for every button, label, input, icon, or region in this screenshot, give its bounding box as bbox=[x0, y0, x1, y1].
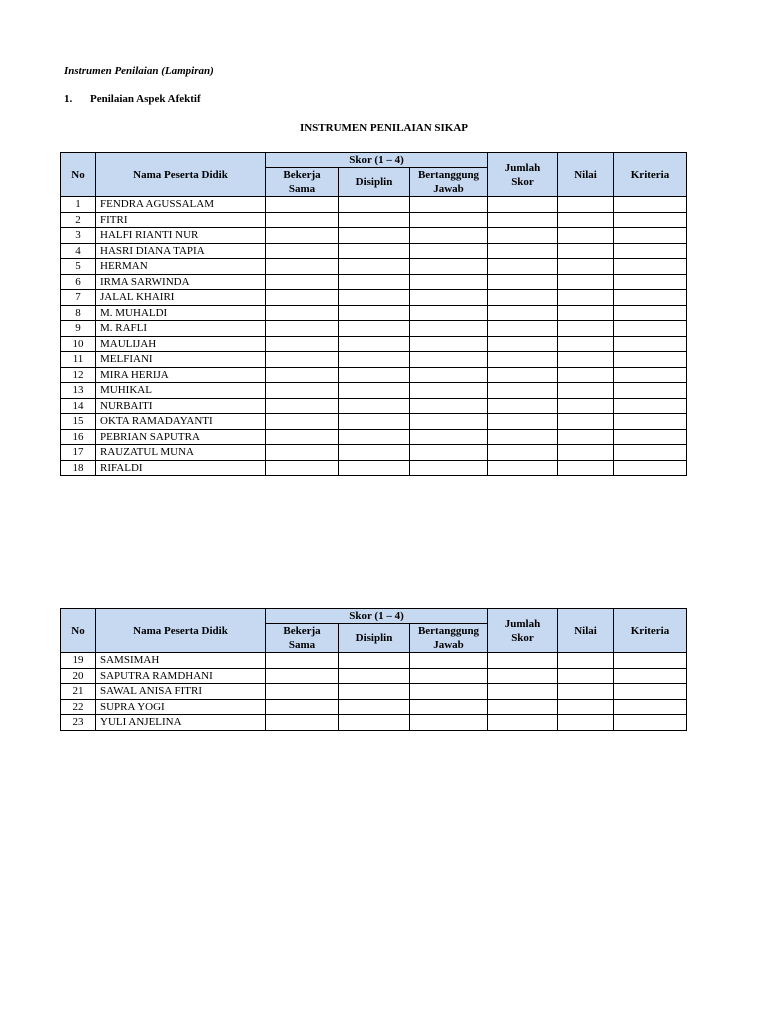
student-name: IRMA SARWINDA bbox=[96, 274, 266, 290]
table-row bbox=[61, 429, 687, 445]
student-name: SAPUTRA RAMDHANI bbox=[96, 668, 266, 684]
table-row bbox=[61, 228, 687, 244]
header-kriteria: Kriteria bbox=[614, 153, 687, 197]
table-row bbox=[61, 259, 687, 275]
score-bekerja-sama-cell bbox=[266, 684, 339, 700]
score-bekerja-sama-cell bbox=[266, 228, 339, 244]
student-name: HERMAN bbox=[96, 259, 266, 275]
jumlah-skor-cell bbox=[488, 367, 558, 383]
table-body bbox=[61, 653, 687, 731]
student-name: SAWAL ANISA FITRI bbox=[96, 684, 266, 700]
student-name: FITRI bbox=[96, 212, 266, 228]
kriteria-cell bbox=[614, 668, 687, 684]
score-bekerja-sama-cell bbox=[266, 274, 339, 290]
header-score-group: Skor (1 – 4) bbox=[266, 609, 488, 624]
score-bekerja-sama-cell bbox=[266, 367, 339, 383]
score-disiplin-cell bbox=[339, 197, 410, 213]
header-disiplin: Disiplin bbox=[339, 168, 410, 197]
table-row bbox=[61, 243, 687, 259]
document-title: INSTRUMEN PENILAIAN SIKAP bbox=[299, 122, 469, 134]
nilai-cell bbox=[558, 684, 614, 700]
kriteria-cell bbox=[614, 383, 687, 399]
score-bekerja-sama-cell bbox=[266, 699, 339, 715]
jumlah-skor-cell bbox=[488, 305, 558, 321]
score-disiplin-cell bbox=[339, 414, 410, 430]
kriteria-cell bbox=[614, 259, 687, 275]
student-name: RAUZATUL MUNA bbox=[96, 445, 266, 461]
kriteria-cell bbox=[614, 684, 687, 700]
score-bekerja-sama-cell bbox=[266, 212, 339, 228]
score-bertanggung-jawab-cell bbox=[410, 445, 488, 461]
section-heading bbox=[64, 93, 201, 105]
score-disiplin-cell bbox=[339, 445, 410, 461]
kriteria-cell bbox=[614, 321, 687, 337]
score-bekerja-sama-cell bbox=[266, 668, 339, 684]
student-name: SAMSIMAH bbox=[96, 653, 266, 669]
row-number: 22 bbox=[61, 699, 96, 715]
row-number: 12 bbox=[61, 367, 96, 383]
student-name: M. RAFLI bbox=[96, 321, 266, 337]
score-bertanggung-jawab-cell bbox=[410, 274, 488, 290]
table-body bbox=[61, 197, 687, 476]
header-bekerja-line1: Bekerja bbox=[283, 169, 321, 181]
row-number: 17 bbox=[61, 445, 96, 461]
header-bekerja-sama bbox=[266, 168, 339, 197]
jumlah-skor-cell bbox=[488, 274, 558, 290]
score-bertanggung-jawab-cell bbox=[410, 398, 488, 414]
nilai-cell bbox=[558, 668, 614, 684]
header-bertanggung-line1: Bertanggung bbox=[417, 169, 480, 181]
row-number: 1 bbox=[61, 197, 96, 213]
nilai-cell bbox=[558, 228, 614, 244]
header-score-group: Skor (1 – 4) bbox=[266, 153, 488, 168]
jumlah-skor-cell bbox=[488, 321, 558, 337]
section-title: Penilaian Aspek Afektif bbox=[90, 93, 201, 105]
score-disiplin-cell bbox=[339, 321, 410, 337]
nilai-cell bbox=[558, 445, 614, 461]
kriteria-cell bbox=[614, 715, 687, 731]
header-no: No bbox=[61, 153, 96, 197]
row-number: 7 bbox=[61, 290, 96, 306]
jumlah-skor-cell bbox=[488, 212, 558, 228]
score-bertanggung-jawab-cell bbox=[410, 197, 488, 213]
jumlah-skor-cell bbox=[488, 290, 558, 306]
table-row bbox=[61, 684, 687, 700]
nilai-cell bbox=[558, 383, 614, 399]
row-number: 10 bbox=[61, 336, 96, 352]
row-number: 8 bbox=[61, 305, 96, 321]
student-name: HALFI RIANTI NUR bbox=[96, 228, 266, 244]
table-row bbox=[61, 290, 687, 306]
jumlah-skor-cell bbox=[488, 336, 558, 352]
table-row bbox=[61, 367, 687, 383]
row-number: 3 bbox=[61, 228, 96, 244]
header-bekerja-line1: Bekerja bbox=[283, 625, 321, 637]
score-disiplin-cell bbox=[339, 290, 410, 306]
score-disiplin-cell bbox=[339, 367, 410, 383]
header-bekerja-line2: Sama bbox=[288, 183, 316, 195]
score-bekerja-sama-cell bbox=[266, 305, 339, 321]
row-number: 23 bbox=[61, 715, 96, 731]
kriteria-cell bbox=[614, 305, 687, 321]
header-jumlah-line2: Skor bbox=[511, 175, 534, 188]
row-number: 15 bbox=[61, 414, 96, 430]
kriteria-cell bbox=[614, 336, 687, 352]
score-bertanggung-jawab-cell bbox=[410, 383, 488, 399]
header-kriteria: Kriteria bbox=[614, 609, 687, 653]
score-bekerja-sama-cell bbox=[266, 243, 339, 259]
header-nilai: Nilai bbox=[558, 153, 614, 197]
jumlah-skor-cell bbox=[488, 228, 558, 244]
score-disiplin-cell bbox=[339, 429, 410, 445]
table-row bbox=[61, 305, 687, 321]
table-row bbox=[61, 383, 687, 399]
header-bekerja-line2: Sama bbox=[288, 639, 316, 651]
kriteria-cell bbox=[614, 414, 687, 430]
kriteria-cell bbox=[614, 653, 687, 669]
header-name: Nama Peserta Didik bbox=[96, 609, 266, 653]
score-bertanggung-jawab-cell bbox=[410, 668, 488, 684]
score-bertanggung-jawab-cell bbox=[410, 259, 488, 275]
kriteria-cell bbox=[614, 197, 687, 213]
student-name: MELFIANI bbox=[96, 352, 266, 368]
student-name: M. MUHALDI bbox=[96, 305, 266, 321]
jumlah-skor-cell bbox=[488, 352, 558, 368]
jumlah-skor-cell bbox=[488, 668, 558, 684]
header-bertanggung-jawab bbox=[410, 624, 488, 653]
score-bekerja-sama-cell bbox=[266, 259, 339, 275]
header-nilai: Nilai bbox=[558, 609, 614, 653]
score-disiplin-cell bbox=[339, 715, 410, 731]
header-no: No bbox=[61, 609, 96, 653]
score-bekerja-sama-cell bbox=[266, 352, 339, 368]
score-disiplin-cell bbox=[339, 684, 410, 700]
score-bertanggung-jawab-cell bbox=[410, 290, 488, 306]
row-number: 16 bbox=[61, 429, 96, 445]
header-jumlah-line1: Jumlah bbox=[504, 161, 541, 174]
row-number: 18 bbox=[61, 460, 96, 476]
nilai-cell bbox=[558, 197, 614, 213]
kriteria-cell bbox=[614, 212, 687, 228]
nilai-cell bbox=[558, 653, 614, 669]
header-name: Nama Peserta Didik bbox=[96, 153, 266, 197]
jumlah-skor-cell bbox=[488, 460, 558, 476]
score-bertanggung-jawab-cell bbox=[410, 684, 488, 700]
student-name: MIRA HERIJA bbox=[96, 367, 266, 383]
nilai-cell bbox=[558, 336, 614, 352]
kriteria-cell bbox=[614, 429, 687, 445]
score-disiplin-cell bbox=[339, 336, 410, 352]
score-bekerja-sama-cell bbox=[266, 383, 339, 399]
student-name: FENDRA AGUSSALAM bbox=[96, 197, 266, 213]
table-row bbox=[61, 321, 687, 337]
score-disiplin-cell bbox=[339, 383, 410, 399]
student-name: YULI ANJELINA bbox=[96, 715, 266, 731]
score-bertanggung-jawab-cell bbox=[410, 321, 488, 337]
score-bertanggung-jawab-cell bbox=[410, 715, 488, 731]
assessment-table-1 bbox=[60, 152, 687, 476]
jumlah-skor-cell bbox=[488, 414, 558, 430]
nilai-cell bbox=[558, 212, 614, 228]
score-disiplin-cell bbox=[339, 228, 410, 244]
jumlah-skor-cell bbox=[488, 653, 558, 669]
table-row bbox=[61, 336, 687, 352]
kriteria-cell bbox=[614, 290, 687, 306]
kriteria-cell bbox=[614, 228, 687, 244]
kriteria-cell bbox=[614, 274, 687, 290]
student-name: PEBRIAN SAPUTRA bbox=[96, 429, 266, 445]
score-disiplin-cell bbox=[339, 352, 410, 368]
table-row bbox=[61, 715, 687, 731]
section-number: 1. bbox=[64, 93, 73, 105]
header-bertanggung-line2: Jawab bbox=[433, 183, 464, 195]
nilai-cell bbox=[558, 259, 614, 275]
table-row bbox=[61, 445, 687, 461]
kriteria-cell bbox=[614, 445, 687, 461]
header-bertanggung-jawab bbox=[410, 168, 488, 197]
kriteria-cell bbox=[614, 398, 687, 414]
student-name: MUHIKAL bbox=[96, 383, 266, 399]
header-jumlah-skor bbox=[488, 153, 558, 197]
score-bekerja-sama-cell bbox=[266, 414, 339, 430]
score-bertanggung-jawab-cell bbox=[410, 305, 488, 321]
nilai-cell bbox=[558, 429, 614, 445]
student-name: SUPRA YOGI bbox=[96, 699, 266, 715]
header-disiplin: Disiplin bbox=[339, 624, 410, 653]
jumlah-skor-cell bbox=[488, 699, 558, 715]
jumlah-skor-cell bbox=[488, 383, 558, 399]
student-name: NURBAITI bbox=[96, 398, 266, 414]
row-number: 5 bbox=[61, 259, 96, 275]
score-disiplin-cell bbox=[339, 212, 410, 228]
nilai-cell bbox=[558, 460, 614, 476]
student-name: HASRI DIANA TAPIA bbox=[96, 243, 266, 259]
header-jumlah-skor bbox=[488, 609, 558, 653]
row-number: 2 bbox=[61, 212, 96, 228]
nilai-cell bbox=[558, 305, 614, 321]
row-number: 9 bbox=[61, 321, 96, 337]
appendix-caption: Instrumen Penilaian (Lampiran) bbox=[64, 65, 214, 77]
table-row bbox=[61, 414, 687, 430]
score-bertanggung-jawab-cell bbox=[410, 336, 488, 352]
kriteria-cell bbox=[614, 367, 687, 383]
table-header bbox=[61, 153, 687, 197]
nilai-cell bbox=[558, 352, 614, 368]
score-bertanggung-jawab-cell bbox=[410, 243, 488, 259]
score-bertanggung-jawab-cell bbox=[410, 367, 488, 383]
table-row bbox=[61, 699, 687, 715]
student-name: OKTA RAMADAYANTI bbox=[96, 414, 266, 430]
kriteria-cell bbox=[614, 352, 687, 368]
score-bertanggung-jawab-cell bbox=[410, 460, 488, 476]
nilai-cell bbox=[558, 715, 614, 731]
table-row bbox=[61, 212, 687, 228]
score-bertanggung-jawab-cell bbox=[410, 414, 488, 430]
kriteria-cell bbox=[614, 699, 687, 715]
table-row bbox=[61, 668, 687, 684]
table-row bbox=[61, 460, 687, 476]
row-number: 11 bbox=[61, 352, 96, 368]
score-disiplin-cell bbox=[339, 305, 410, 321]
table-row bbox=[61, 197, 687, 213]
header-bertanggung-line1: Bertanggung bbox=[417, 625, 480, 637]
score-bekerja-sama-cell bbox=[266, 653, 339, 669]
nilai-cell bbox=[558, 414, 614, 430]
table-row bbox=[61, 398, 687, 414]
nilai-cell bbox=[558, 274, 614, 290]
student-name: RIFALDI bbox=[96, 460, 266, 476]
score-bekerja-sama-cell bbox=[266, 715, 339, 731]
jumlah-skor-cell bbox=[488, 398, 558, 414]
kriteria-cell bbox=[614, 460, 687, 476]
jumlah-skor-cell bbox=[488, 429, 558, 445]
jumlah-skor-cell bbox=[488, 197, 558, 213]
header-bertanggung-line2: Jawab bbox=[433, 639, 464, 651]
score-bekerja-sama-cell bbox=[266, 336, 339, 352]
score-disiplin-cell bbox=[339, 259, 410, 275]
score-bertanggung-jawab-cell bbox=[410, 212, 488, 228]
score-disiplin-cell bbox=[339, 653, 410, 669]
jumlah-skor-cell bbox=[488, 715, 558, 731]
table-header bbox=[61, 609, 687, 653]
student-name: MAULIJAH bbox=[96, 336, 266, 352]
row-number: 6 bbox=[61, 274, 96, 290]
row-number: 14 bbox=[61, 398, 96, 414]
score-bekerja-sama-cell bbox=[266, 321, 339, 337]
score-bekerja-sama-cell bbox=[266, 290, 339, 306]
score-bekerja-sama-cell bbox=[266, 197, 339, 213]
score-disiplin-cell bbox=[339, 699, 410, 715]
score-disiplin-cell bbox=[339, 243, 410, 259]
assessment-table-2 bbox=[60, 608, 687, 731]
header-bekerja-sama bbox=[266, 624, 339, 653]
score-disiplin-cell bbox=[339, 668, 410, 684]
jumlah-skor-cell bbox=[488, 259, 558, 275]
nilai-cell bbox=[558, 398, 614, 414]
nilai-cell bbox=[558, 699, 614, 715]
table-row bbox=[61, 653, 687, 669]
jumlah-skor-cell bbox=[488, 445, 558, 461]
header-jumlah-line1: Jumlah bbox=[504, 617, 541, 630]
student-name: JALAL KHAIRI bbox=[96, 290, 266, 306]
row-number: 4 bbox=[61, 243, 96, 259]
row-number: 19 bbox=[61, 653, 96, 669]
score-bertanggung-jawab-cell bbox=[410, 228, 488, 244]
nilai-cell bbox=[558, 243, 614, 259]
score-bertanggung-jawab-cell bbox=[410, 429, 488, 445]
nilai-cell bbox=[558, 290, 614, 306]
score-bekerja-sama-cell bbox=[266, 429, 339, 445]
nilai-cell bbox=[558, 321, 614, 337]
nilai-cell bbox=[558, 367, 614, 383]
score-disiplin-cell bbox=[339, 398, 410, 414]
jumlah-skor-cell bbox=[488, 684, 558, 700]
score-bertanggung-jawab-cell bbox=[410, 699, 488, 715]
score-bekerja-sama-cell bbox=[266, 398, 339, 414]
table-row bbox=[61, 352, 687, 368]
row-number: 20 bbox=[61, 668, 96, 684]
row-number: 13 bbox=[61, 383, 96, 399]
score-bekerja-sama-cell bbox=[266, 460, 339, 476]
score-bertanggung-jawab-cell bbox=[410, 653, 488, 669]
score-disiplin-cell bbox=[339, 460, 410, 476]
score-disiplin-cell bbox=[339, 274, 410, 290]
score-bekerja-sama-cell bbox=[266, 445, 339, 461]
header-jumlah-line2: Skor bbox=[511, 631, 534, 644]
jumlah-skor-cell bbox=[488, 243, 558, 259]
kriteria-cell bbox=[614, 243, 687, 259]
table-row bbox=[61, 274, 687, 290]
score-bertanggung-jawab-cell bbox=[410, 352, 488, 368]
row-number: 21 bbox=[61, 684, 96, 700]
